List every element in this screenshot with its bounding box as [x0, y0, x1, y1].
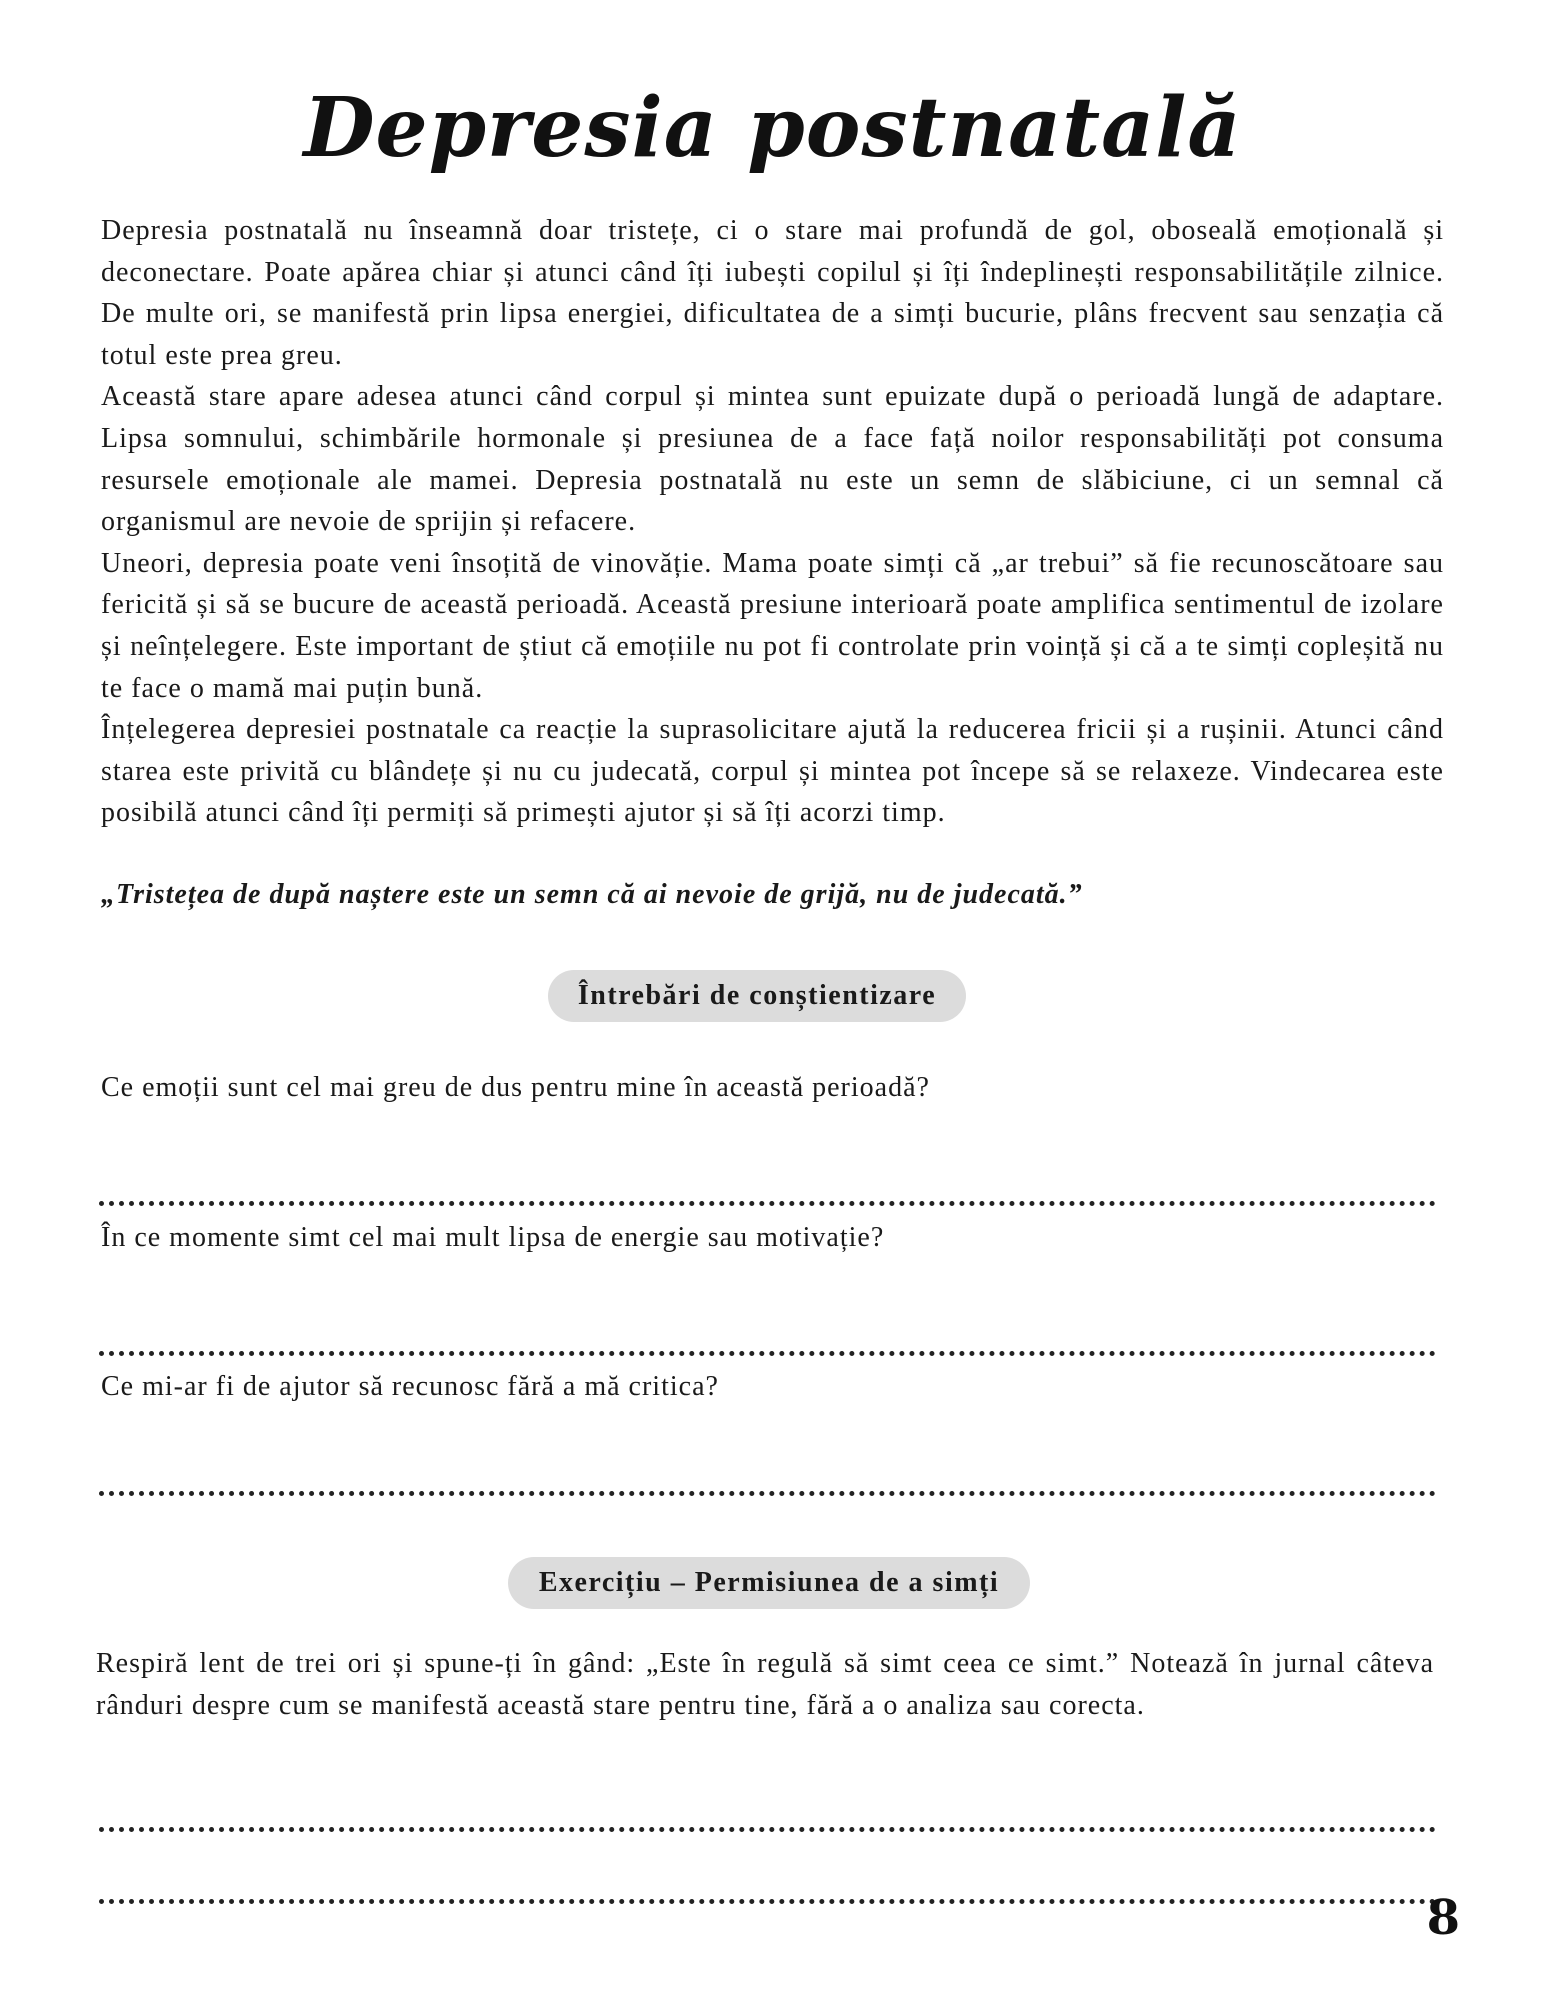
journal-line-2[interactable] — [99, 1899, 1436, 1904]
body-text — [101, 210, 1444, 834]
paragraph: Înțelegerea depresiei postnatale ca reacție la suprasolicitare ajută la reducerea fricii și a rușinii. Atunci când starea este privită cu blândețe și nu cu judecată, corpul și mintea pot începe să se relaxeze. Vindecarea este posibilă atunci când îți permiți să primești ajutor și să îți acorzi timp. — [101, 714, 1444, 829]
answer-line-1[interactable] — [99, 1201, 1436, 1206]
paragraph: Uneori, depresia poate veni însoțită de vinovăție. Mama poate simți că „ar trebui” să fie recunoscătoare sau fericită și să se bucure de această perioadă. Această presiune interioară poate amplifica sentimentul de izolare și neînțelegere. Este important de știut că emoțiile nu pot fi controlate prin voință și că a te simți copleșită nu te face o mamă mai puțin bună. — [101, 547, 1444, 704]
answer-line-3[interactable] — [99, 1491, 1436, 1496]
paragraph: Această stare apare adesea atunci când corpul și mintea sunt epuizate după o perioadă lungă de adaptare. Lipsa somnului, schimbările hormonale și presiunea de a face față noilor responsabilități pot consuma resursele emoționale ale mamei. Depresia postnatală nu este un semn de slăbiciune, ci un semnal că organismul are nevoie de sprijin și refacere. — [101, 381, 1444, 538]
exercise-heading: Exercițiu – Permisiunea de a simți — [508, 1557, 1030, 1609]
page-number: 8 — [1426, 1890, 1460, 1946]
awareness-question-3: Ce mi-ar fi de ajutor să recunosc fără a mă critica? — [101, 1371, 719, 1402]
journal-line-1[interactable] — [99, 1827, 1436, 1832]
awareness-question-1: Ce emoții sunt cel mai greu de dus pentru mine în această perioadă? — [101, 1072, 930, 1103]
quote: „Tristețea de după naștere este un semn că ai nevoie de grijă, nu de judecată.” — [101, 879, 1083, 910]
awareness-question-2: În ce momente simt cel mai mult lipsa de energie sau motivație? — [101, 1222, 885, 1253]
answer-line-2[interactable] — [99, 1351, 1436, 1356]
awareness-heading: Întrebări de conștientizare — [548, 970, 966, 1022]
page-title: Depresia postnatală — [303, 80, 1242, 176]
exercise-text: Respiră lent de trei ori și spune-ți în gând: „Este în regulă să simt ceea ce simt.” Notează în jurnal câteva rânduri despre cum se manifestă această stare pentru tine, fără a o analiza sau corecta. — [96, 1648, 1434, 1721]
paragraph: Depresia postnatală nu înseamnă doar tristețe, ci o stare mai profundă de gol, oboseală emoțională și deconectare. Poate apărea chiar și atunci când îți iubești copilul și îți îndeplinești responsabilitățile zilnice. De multe ori, se manifestă prin lipsa energiei, dificultatea de a simți bucurie, plâns frecvent sau senzația că totul este prea greu. — [101, 215, 1444, 371]
